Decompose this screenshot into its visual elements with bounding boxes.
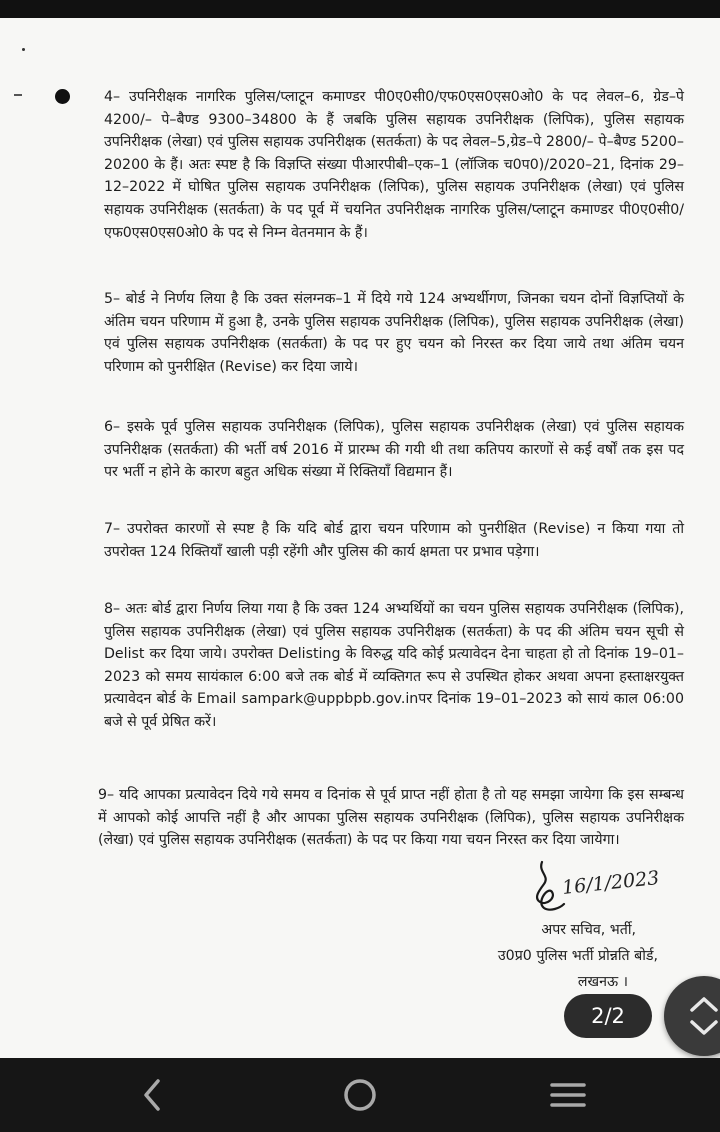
signatory-designation: अपर सचिव, भर्ती, — [541, 922, 636, 938]
nav-home-button[interactable] — [300, 1058, 420, 1132]
status-bar — [0, 0, 720, 18]
document-page[interactable] — [0, 18, 720, 1058]
signatory-organisation: उ0प्र0 पुलिस भर्ती प्रोन्नति बोर्ड, — [497, 948, 658, 964]
paragraph-4: 4– उपनिरीक्षक नागरिक पुलिस/प्लाटून कमाण्डर पी0ए0सी0/एफ0एस0एस0ओ0 के पद लेवल–6, ग्रेड–पे 4200/– पे–बैण्ड 9300–34800 के हैं जबकि पुलिस सहायक उपनिरीक्षक (लिपिक), पुलिस सहायक उपनिरीक्षक (लेखा) एवं पुलिस सहायक उपनिरीक्षक (सतर्कता) के पद लेवल–5,ग्रेड–पे 2800/– पे–बैण्ड 5200–20200 के हैं। अतः स्पष्ट है कि विज्ञप्ति संख्या पीआरपीबी–एक–1 (लॉजिक च0प0)/2020–21, दिनांक 29–12–2022 में घोषित पुलिस सहायक उपनिरीक्षक (लिपिक), पुलिस सहायक उपनिरीक्षक (लेखा) एवं पुलिस सहायक उपनिरीक्षक (सतर्कता) के पद पूर्व में चयनित उपनिरीक्षक नागरिक पुलिस/प्लाटून कमाण्डर पी0ए0सी0/एफ0एस0एस0ओ0 के पद से निम्न वेतनमान के हैं। — [104, 89, 684, 241]
bullet-dot — [55, 89, 70, 104]
page-indicator: 2/2 — [564, 994, 652, 1038]
paragraph-5: 5– बोर्ड ने निर्णय लिया है कि उक्त संलग्नक–1 में दिये गये 124 अभ्यर्थीगण, जिनका चयन दोनों विज्ञप्तियों के अंतिम चयन परिणाम में हुआ है, उनके पुलिस सहायक उपनिरीक्षक (लिपिक), पुलिस सहायक उपनिरीक्षक (लेखा) एवं पुलिस सहायक उपनिरीक्षक (सतर्कता) के पद पर हुए चयन को निरस्त कर दिया जाये तथा अंतिम चयन परिणाम को पुनरीक्षित (Revise) कर दिया जाये। — [104, 291, 684, 375]
recent-apps-icon — [548, 1075, 588, 1115]
back-icon — [134, 1075, 174, 1115]
handwritten-date: 16/1/2023 — [561, 866, 661, 900]
paragraph-9: 9– यदि आपका प्रत्यावेदन दिये गये समय व दिनांक से पूर्व प्राप्त नहीं होता है तो यह समझा जायेगा कि इस सम्बन्ध में आपको कोई आपत्ति नहीं है और आपका पुलिस सहायक उपनिरीक्षक (लिपिक), पुलिस सहायक उपनिरीक्षक (लेखा) एवं पुलिस सहायक उपनिरीक्षक (सतर्कता) के पद पर किया गया चयन निरस्त कर दिया जायेगा। — [98, 787, 684, 849]
home-icon — [340, 1075, 380, 1115]
scan-mark — [14, 94, 22, 96]
chevron-up-down-icon — [686, 994, 720, 1038]
nav-back-button[interactable] — [94, 1058, 214, 1132]
signatory-city: लखनऊ । — [577, 974, 628, 990]
paragraph-7: 7– उपरोक्त कारणों से स्पष्ट है कि यदि बोर्ड द्वारा चयन परिणाम को पुनरीक्षित (Revise) न किया गया तो उपरोक्त 124 रिक्तियाँ खाली पड़ी रहेंगी और पुलिस की कार्य क्षमता पर प्रभाव पड़ेगा। — [104, 521, 684, 560]
signature-block — [440, 858, 700, 990]
paragraph-6: 6– इसके पूर्व पुलिस सहायक उपनिरीक्षक (लिपिक), पुलिस सहायक उपनिरीक्षक (लेखा) एवं पुलिस सहायक उपनिरीक्षक (सतर्कता) की भर्ती वर्ष 2016 में प्रारम्भ की गयी थी तथा कतिपय कारणों से कई वर्षों तक इस पद पर भर्ती न होने के कारण बहुत अधिक संख्या में रिक्तियाँ विद्यमान हैं। — [104, 419, 684, 481]
nav-recent-apps-button[interactable] — [508, 1058, 628, 1132]
scan-speck — [22, 48, 25, 51]
paragraph-8: 8– अतः बोर्ड द्वारा निर्णय लिया गया है कि उक्त 124 अभ्यर्थियों का चयन पुलिस सहायक उपनिरीक्षक (लिपिक), पुलिस सहायक उपनिरीक्षक (लेखा) एवं पुलिस सहायक उपनिरीक्षक (सतर्कता) के पद की अंतिम चयन सूची से Delist कर दिया जाये। उपरोक्त Delisting के विरुद्ध यदि कोई प्रत्यावेदन देना चाहता हो तो दिनांक 19–01–2023 को समय सायंकाल 6:00 बजे तक बोर्ड में व्यक्तिगत रूप से उपस्थित होकर अथवा अपना हस्ताक्षरयुक्त प्रत्यावेदन बोर्ड के Email sampark@uppbpb.gov.inपर दिनांक 19–01–2023 को सायं काल 06:00 बजे से पूर्व प्रेषित करें। — [104, 601, 684, 730]
system-navigation-bar — [0, 1058, 720, 1132]
